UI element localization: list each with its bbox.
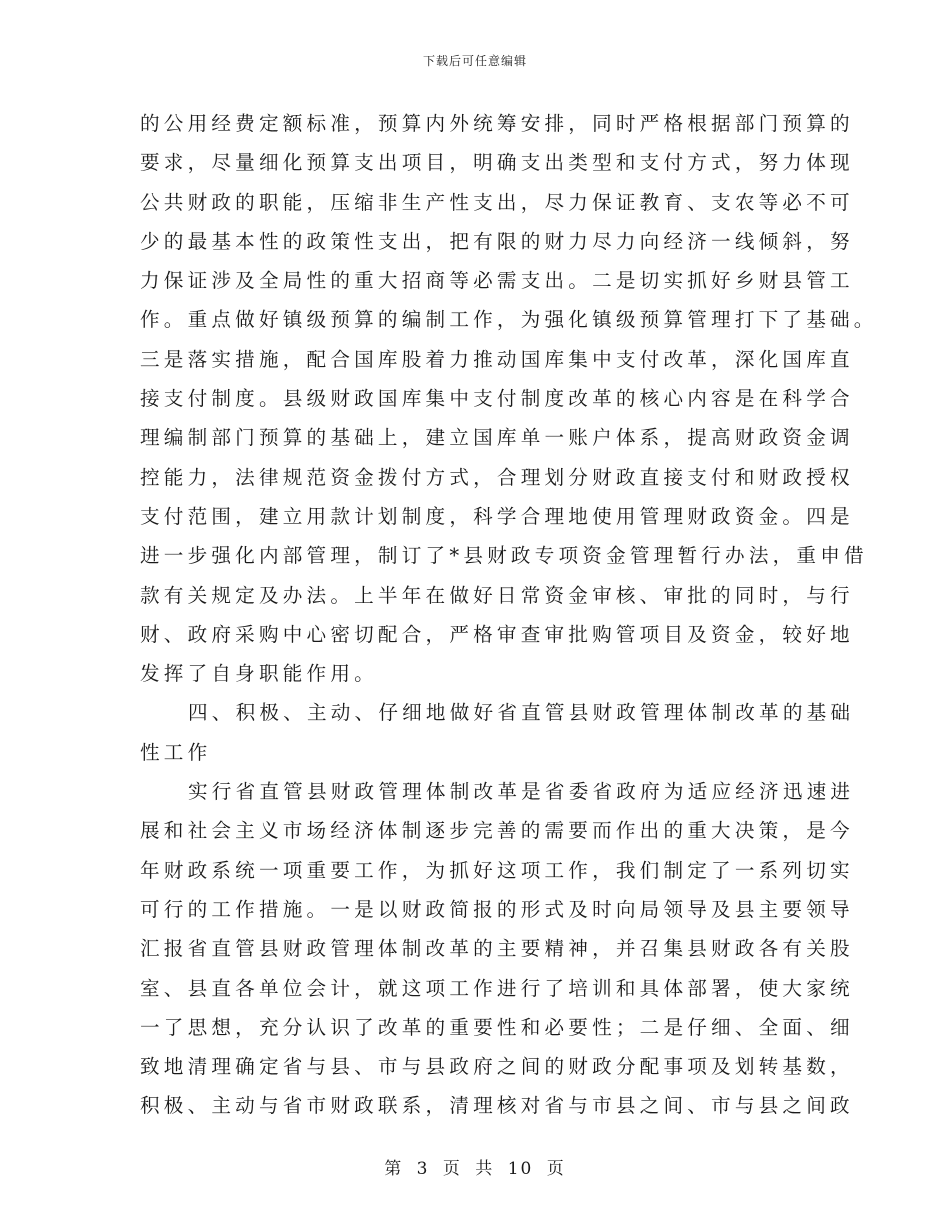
- text-line: 进一步强化内部管理，制订了*县财政专项资金管理暂行办法，重申借: [140, 544, 868, 568]
- text-line: 支付范围，建立用款计划制度，科学合理地使用管理财政资金。四是: [140, 504, 854, 528]
- text-line: 款有关规定及办法。上半年在做好日常资金审核、审批的同时，与行: [140, 583, 854, 607]
- text-line: 作。重点做好镇级预算的编制工作，为强化镇级预算管理打下了基础。: [140, 308, 878, 332]
- text-line: 年财政系统一项重要工作，为抓好这项工作，我们制定了一系列切实: [140, 858, 854, 882]
- page-header: 下载后可任意编辑: [422, 54, 527, 68]
- document-body: [140, 104, 878, 1126]
- text-line: 三是落实措施，配合国库股着力推动国库集中支付改革，深化国库直: [140, 347, 854, 371]
- text-line: 一了思想，充分认识了改革的重要性和必要性；二是仔细、全面、细: [140, 1015, 854, 1039]
- text-line: 可行的工作措施。一是以财政简报的形式及时向局领导及县主要领导: [140, 897, 854, 921]
- text-line: 实行省直管县财政管理体制改革是省委省政府为适应经济迅速进: [188, 780, 855, 804]
- text-line: 要求，尽量细化预算支出项目，明确支出类型和支付方式，努力体现: [140, 151, 854, 175]
- page-number-footer: 第 3 页 共 10 页: [384, 1159, 566, 1179]
- text-line: 财、政府采购中心密切配合，严格审查审批购管项目及资金，较好地: [140, 622, 854, 646]
- text-line: 展和社会主义市场经济体制逐步完善的需要而作出的重大决策，是今: [140, 819, 854, 843]
- text-line: 性工作: [140, 740, 212, 764]
- text-line: 理编制部门预算的基础上，建立国库单一账户体系，提高财政资金调: [140, 426, 854, 450]
- text-line: 发挥了自身职能作用。: [140, 662, 378, 686]
- text-line: 汇报省直管县财政管理体制改革的主要精神，并召集县财政各有关股: [140, 937, 854, 961]
- text-line: 公共财政的职能，压缩非生产性支出，尽力保证教育、支农等必不可: [140, 190, 854, 214]
- text-line: 室、县直各单位会计，就这项工作进行了培训和具体部署，使大家统: [140, 976, 854, 1000]
- text-line: 力保证涉及全局性的重大招商等必需支出。二是切实抓好乡财县管工: [140, 269, 854, 293]
- text-line: 控能力，法律规范资金拨付方式，合理划分财政直接支付和财政授权: [140, 465, 854, 489]
- text-line: 的公用经费定额标准，预算内外统筹安排，同时严格根据部门预算的: [140, 112, 854, 135]
- text-line: 接支付制度。县级财政国库集中支付制度改革的核心内容是在科学合: [140, 387, 854, 411]
- text-line: 少的最基本性的政策性支出，把有限的财力尽力向经济一线倾斜，努: [140, 229, 854, 253]
- text-line: 四、积极、主动、仔细地做好省直管县财政管理体制改革的基础: [188, 701, 855, 725]
- text-line: 致地清理确定省与县、市与县政府之间的财政分配事项及划转基数，: [140, 1055, 854, 1079]
- text-line: 积极、主动与省市财政联系，清理核对省与市县之间、市与县之间政: [140, 1094, 854, 1118]
